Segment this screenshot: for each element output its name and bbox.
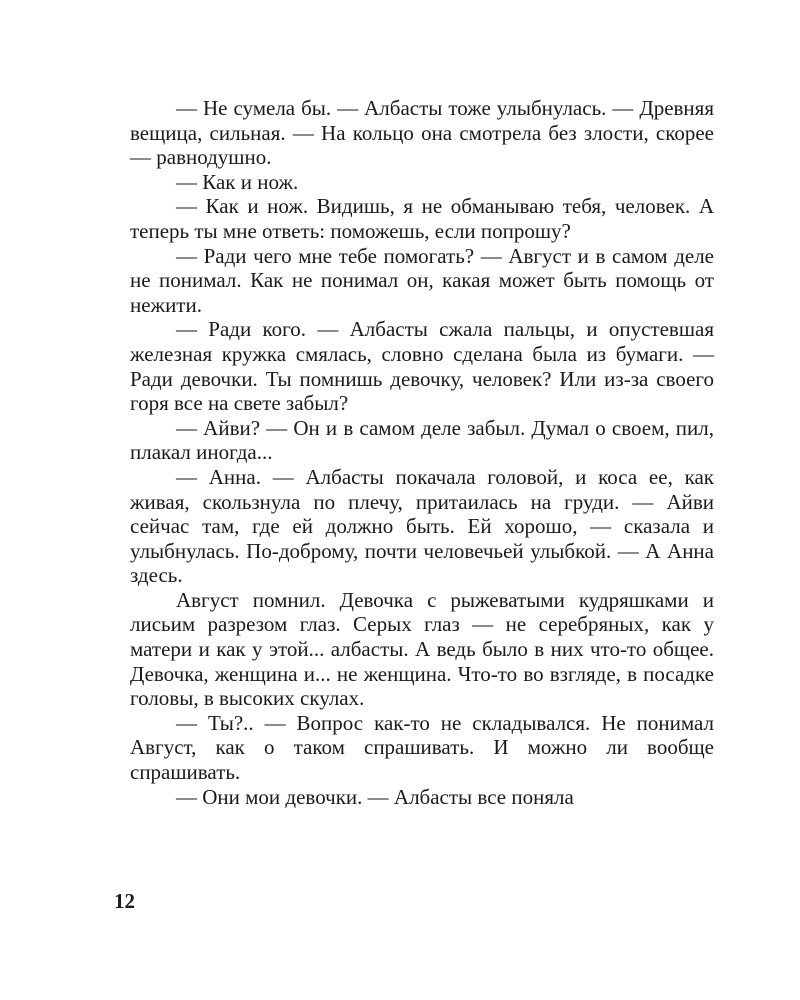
paragraph-10: — Они мои девочки. — Албасты все поняла (176, 784, 574, 809)
paragraph-5: — Ради кого. — Албасты сжала пальцы, и опустевшая железная кружка смялась, словно сделана была из бумаги. — Ради девочки. Ты помнишь девочку, человек? Или из-за своего горя все на свете забыл? (130, 317, 714, 416)
paragraph-9: — Ты?.. — Вопрос как-то не складывался. Не понимал Август, как о таком спрашивать. И можно ли вообще спрашивать. (130, 710, 714, 785)
paragraph-2: — Как и нож. (176, 169, 299, 194)
paragraph-3: — Как и нож. Видишь, я не обманываю тебя, человек. А теперь ты мне ответь: поможешь, если попрошу? (130, 194, 714, 243)
body-text (130, 96, 714, 809)
paragraph-8: Август помнил. Девочка с рыжеватыми кудряшками и лисьим разрезом глаз. Серых глаз — не серебряных, как у матери и как у этой... албасты. А ведь было в них что-то общее. Девочка, женщина и... не женщина. Что-то во взгляде, в посадке головы, в высоких скулах. (130, 587, 714, 711)
paragraph-4: — Ради чего мне тебе помогать? — Август и в самом деле не понимал. Как не понимал он, какая может быть помощь от нежити. (130, 243, 714, 317)
paragraph-6: — Айви? — Он и в самом деле забыл. Думал о своем, пил, плакал иногда... (130, 415, 714, 465)
page-number: 12 (114, 889, 135, 913)
paragraph-7: — Анна. — Албасты покачала головой, и коса ее, как живая, скользнула по плечу, притаилась на груди. — Айви сейчас там, где ей должно быть. Ей хорошо, — сказала и улыбнулась. По-доброму, почти человечьей улыбкой. — А Анна здесь. (130, 464, 714, 588)
paragraph-1: — Не сумела бы. — Албасты тоже улыбнулась. — Древняя вещица, сильная. — На кольцо она смотрела без злости, скорее — равнодушно. (130, 96, 714, 170)
